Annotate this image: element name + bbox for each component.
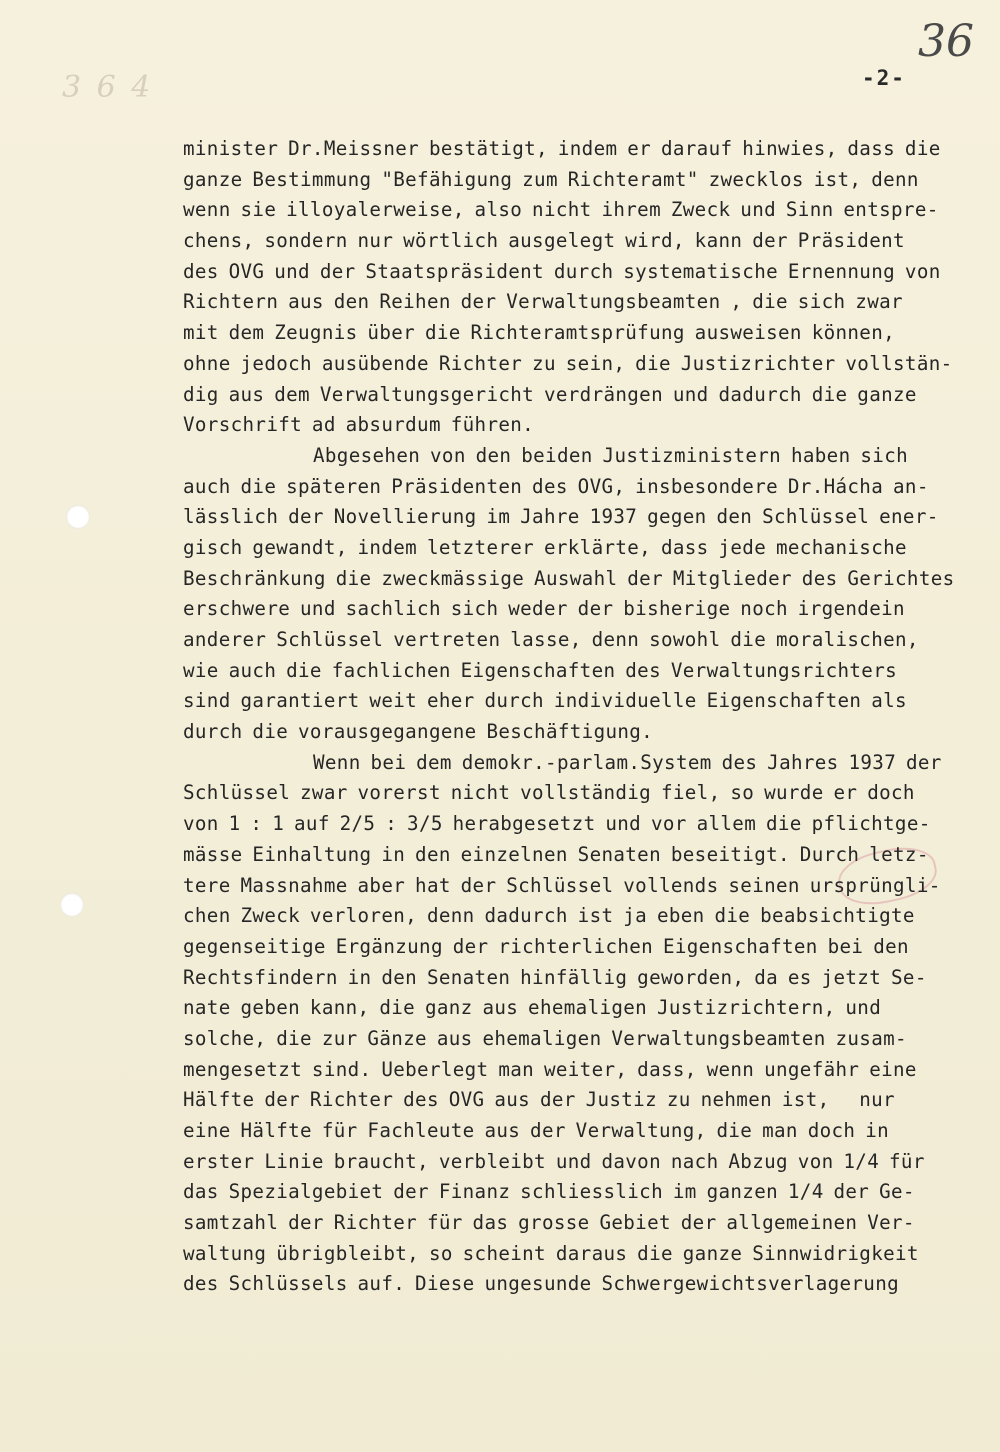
text-line: chens, sondern nur wörtlich ausgelegt wird, kann der Präsident [183, 229, 905, 253]
text-line: ganze Bestimmung "Befähigung zum Richteramt" zwecklos ist, denn [183, 167, 919, 191]
text-line: tere Massnahme aber hat der Schlüssel vollends seinen ursprüngli- [183, 873, 941, 897]
text-line: ohne jedoch ausübende Richter zu sein, die Justizrichter vollstän- [183, 351, 953, 375]
text-line: anderer Schlüssel vertreten lasse, denn sowohl die moralischen, [183, 628, 919, 651]
text-line: Hälfte der Richter des OVG aus der Justiz zu nehmen ist, nur [183, 1088, 895, 1112]
text-line: des Schlüssels auf. Diese ungesunde Schwergewichtsverlagerung [183, 1272, 900, 1296]
page-number: -2- [862, 66, 906, 90]
text-line: Beschränkung die zweckmässige Auswahl der Mitglieder des Gerichtes [183, 566, 955, 590]
text-line: Vorschrift ad absurdum führen. [183, 413, 535, 437]
text-line: mit dem Zeugnis über die Richteramtsprüfung ausweisen können, [183, 321, 896, 345]
text-line: Schlüssel zwar vorerst nicht vollständig fiel, so wurde er doch [183, 781, 915, 805]
text-line: Rechtsfindern in den Senaten hinfällig geworden, da es jetzt Se- [183, 965, 927, 989]
text-line: lässlich der Novellierung im Jahre 1937 gegen den Schlüssel ener- [183, 505, 939, 529]
text-line: nate geben kann, die ganz aus ehemaligen Justizrichtern, und [183, 996, 882, 1020]
text-line: mengesetzt sind. Ueberlegt man weiter, dass, wenn ungefähr eine [183, 1057, 917, 1081]
text-line: solche, die zur Gänze aus ehemaligen Verwaltungsbeamten zusam- [183, 1026, 907, 1050]
text-line: erster Linie braucht, verbleibt und davon nach Abzug von 1/4 für [183, 1149, 925, 1173]
text-line: waltung übrigbleibt, so scheint daraus die ganze Sinnwidrigkeit [183, 1241, 919, 1265]
text-line: eine Hälfte für Fachleute aus der Verwaltung, die man doch in [183, 1119, 890, 1142]
text-line: minister Dr.Meissner bestätigt, indem er darauf hinwies, dass die [183, 137, 941, 160]
text-line: dig aus dem Verwaltungsgericht verdrängen und dadurch die ganze [183, 382, 917, 406]
text-line: wie auch die fachlichen Eigenschaften des Verwaltungsrichters [183, 658, 898, 682]
text-line: von 1 : 1 auf 2/5 : 3/5 herabgesetzt und vor allem die pflichtge- [183, 812, 931, 836]
text-line: durch die vorausgegangene Beschäftigung. [183, 720, 654, 744]
text-line: mässe Einhaltung in den einzelnen Senaten beseitigt. Durch letz- [183, 842, 929, 866]
punch-hole-top [66, 505, 90, 529]
text-line: samtzahl der Richter für das grosse Gebiet der allgemeinen Ver- [183, 1211, 915, 1235]
body-text [183, 134, 983, 1300]
faint-pencil-mark: 3 6 4 [62, 70, 154, 105]
text-line: auch die späteren Präsidenten des OVG, insbesondere Dr.Hácha an- [183, 474, 929, 498]
text-line: wenn sie illoyalerweise, also nicht ihrem Zweck und Sinn entspre- [183, 198, 939, 222]
text-line: das Spezialgebiet der Finanz schliesslich im ganzen 1/4 der Ge- [183, 1180, 915, 1204]
text-line: gegenseitige Ergänzung der richterlichen Eigenschaften bei den [183, 934, 909, 958]
text-line: des OVG und der Staatspräsident durch systematische Ernennung von [183, 259, 941, 283]
text-line: chen Zweck verloren, denn dadurch ist ja eben die beabsichtigte [183, 904, 915, 928]
text-line: erschwere und sachlich sich weder der bisherige noch irgendein [183, 597, 905, 621]
text-line: sind garantiert weit eher durch individuelle Eigenschaften als [183, 689, 907, 713]
folio-number: 36 [918, 16, 974, 67]
paragraph-start: Abgesehen von den beiden Justizministern haben sich [313, 443, 908, 467]
text-line: gisch gewandt, indem letzterer erklärte, dass jede mechanische [183, 535, 907, 559]
text-line: Richtern aus den Reihen der Verwaltungsbeamten , die sich zwar [183, 290, 903, 314]
paragraph-start: Wenn bei dem demokr.-parlam.System des Jahres 1937 der [313, 750, 942, 774]
punch-hole-bottom [60, 893, 84, 917]
